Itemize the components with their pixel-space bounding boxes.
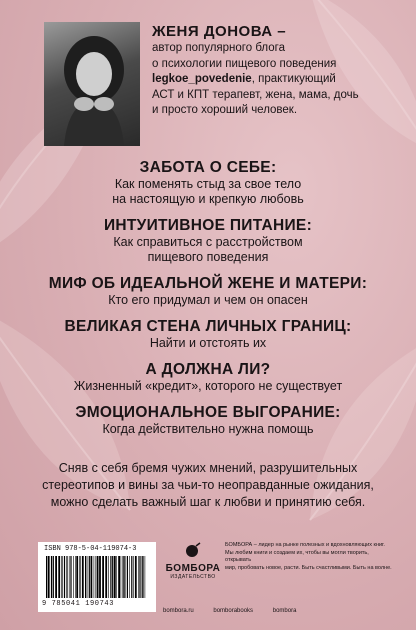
topic-heading: МИФ ОБ ИДЕАЛЬНОЙ ЖЕНЕ И МАТЕРИ:	[48, 275, 368, 292]
author-bio-line: АСТ и КПТ терапевт, жена, мама, дочь	[152, 88, 359, 101]
topic-subtitle: Когда действительно нужна помощь	[102, 422, 314, 436]
blurb-line: стереотипов и вины за чьи-то неоправданные ожидания,	[42, 478, 374, 492]
isbn-text: ISBN 978-5-04-119074-3	[44, 545, 137, 553]
bomb-icon	[181, 542, 205, 558]
author-name: ЖЕНЯ ДОНОВА –	[152, 23, 287, 40]
topic-subtitle: Жизненный «кредит», которого не существует	[73, 379, 343, 393]
portrait-icon	[44, 22, 140, 146]
topic-heading: ЭМОЦИОНАЛЬНОЕ ВЫГОРАНИЕ:	[75, 404, 341, 421]
topic-list	[0, 158, 416, 446]
publisher-footer	[163, 608, 403, 614]
social-link: bombora	[272, 608, 297, 614]
topic-heading: ВЕЛИКАЯ СТЕНА ЛИЧНЫХ ГРАНИЦ:	[64, 318, 352, 335]
author-bio-line: и просто хороший человек.	[152, 104, 298, 116]
publisher-description	[225, 542, 395, 572]
topic-item	[0, 158, 416, 207]
author-photo	[44, 22, 140, 146]
publisher-sub: ИЗДАТЕЛЬСТВО	[170, 574, 216, 580]
topic-item	[0, 403, 416, 437]
topic-subtitle: Как справиться с расстройством	[113, 235, 303, 249]
topic-subtitle: на настоящую и крепкую любовь	[112, 192, 304, 206]
social-link: bomborabooks	[213, 608, 254, 614]
author-handle: legkoe_povedenie	[152, 73, 252, 85]
topic-subtitle: пищевого поведения	[147, 250, 269, 264]
topic-subtitle: Кто его придумал и чем он опасен	[108, 293, 308, 307]
barcode-number: 9 785041 190743	[42, 600, 115, 608]
topic-heading: ЗАБОТА О СЕБЕ:	[139, 159, 277, 176]
publisher-text-line: БОМБОРА – лидер на рынке полезных и вдохновляющих книг.	[225, 542, 385, 548]
site-link: bombora.ru	[163, 608, 194, 614]
topic-subtitle: Найти и отстоять их	[149, 336, 267, 350]
publisher-name: БОМБОРА	[165, 563, 221, 574]
topic-item	[0, 274, 416, 308]
topic-item	[0, 216, 416, 265]
author-bio	[152, 22, 402, 119]
author-bio-line: legkoe_povedenie, практикующий	[152, 73, 336, 85]
barcode-block	[38, 542, 156, 612]
barcode-icon	[46, 556, 148, 598]
blurb-line: можно сделать важный шаг к любви и принятию себя.	[50, 495, 366, 509]
publisher-logo	[163, 542, 223, 580]
publisher-text-line: Мы любим книги и создаем их, чтобы вы могли творить, открывать	[225, 549, 369, 563]
topic-heading: ИНТУИТИВНОЕ ПИТАНИЕ:	[103, 217, 313, 234]
author-bio-line: автор популярного блога	[152, 42, 285, 54]
publisher-text-line: мир, пробовать новое, расти. Быть счастливыми. Быть на волне.	[225, 564, 392, 571]
closing-blurb	[30, 460, 386, 511]
author-bio-line: о психологии пищевого поведения	[152, 57, 337, 70]
topic-item	[0, 360, 416, 394]
topic-item	[0, 317, 416, 351]
topic-heading: А ДОЛЖНА ЛИ?	[145, 361, 271, 378]
topic-subtitle: Как поменять стыд за свое тело	[114, 177, 302, 191]
blurb-line: Сняв с себя бремя чужих мнений, разрушительных	[58, 461, 358, 475]
